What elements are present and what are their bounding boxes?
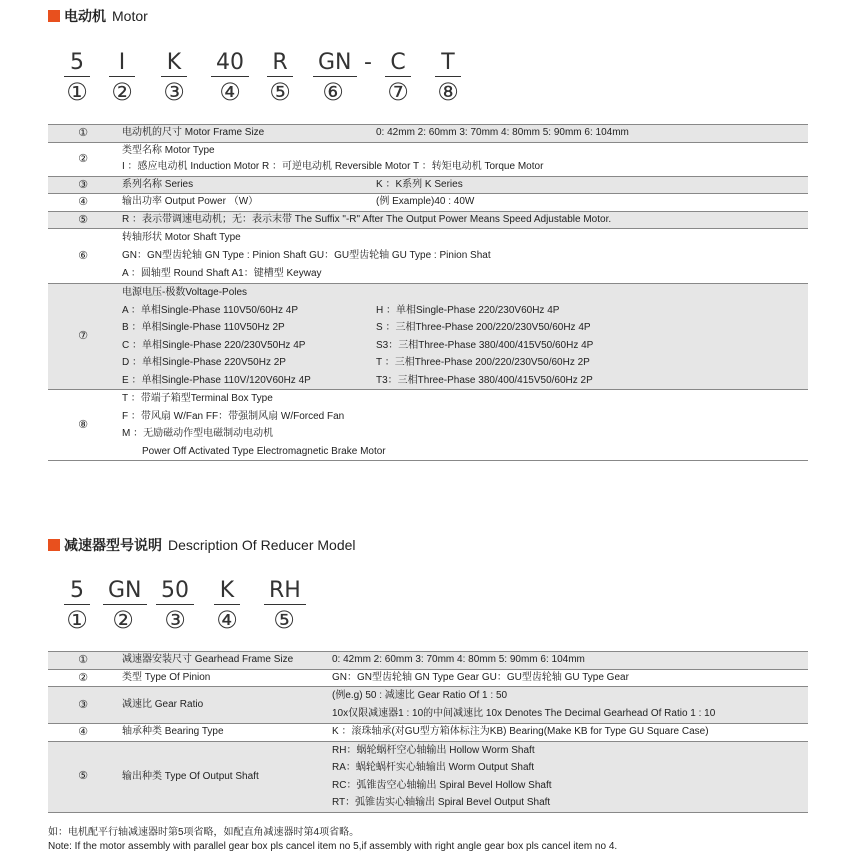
reducer-code-2	[103, 578, 143, 633]
row-label: 电动机的尺寸 Motor Frame Size	[122, 127, 265, 138]
row-value: GN：GN型齿轮轴 GN Type : Pinion Shaft GU：GU型齿轮轴 GU Type : Pinion Shat	[122, 250, 491, 261]
row-value: K ：K系列 K Series	[376, 178, 463, 190]
row-index: ④	[78, 195, 88, 208]
footnote-en: Note: If the motor assembly with parallel gear box pls cancel item no 5,if assembly with right angle gear box pls cancel item no 4.	[48, 841, 618, 852]
motor-code-1	[57, 50, 97, 105]
reducer-spec-table	[48, 651, 808, 813]
row-value: 0: 42mm 2: 60mm 3: 70mm 4: 80mm 5: 90mm 6: 104mm	[332, 654, 585, 665]
table-row	[48, 229, 808, 284]
motor-heading-cn: 电动机	[64, 9, 106, 25]
motor-code-5	[260, 50, 300, 105]
motor-code-3	[154, 50, 194, 105]
row-value: F ：带风扇 W/Fan FF：带强制风扇 W/Forced Fan	[122, 410, 345, 422]
row-label: 轴承种类 Bearing Type	[122, 726, 224, 737]
table-row	[48, 652, 808, 670]
code-index: ②	[112, 606, 134, 634]
code-letter: GN	[313, 50, 357, 77]
row-value: T ：带端子箱型Terminal Box Type	[122, 393, 273, 404]
table-row	[48, 211, 808, 229]
row-index: ②	[78, 151, 88, 165]
row-value: M ：无励磁动作型电磁制动电动机	[122, 428, 274, 439]
row-value: GN：GN型齿轮轴 GN Type Gear GU：GU型齿轮轴 GU Type Gear	[332, 671, 629, 683]
table-row	[48, 125, 808, 143]
row-value: RC：弧锥齿空心轴输出 Spiral Bevel Hollow Shaft	[332, 779, 552, 791]
code-index: ③	[164, 606, 186, 634]
motor-heading-en: Motor	[112, 8, 148, 24]
code-index: ④	[216, 606, 238, 634]
table-row	[48, 390, 808, 461]
table-row	[48, 687, 808, 724]
reducer-code-5	[264, 578, 304, 633]
motor-code-7	[378, 50, 418, 105]
reducer-code-3	[155, 578, 195, 633]
row-value: (例 Example)40 : 40W	[376, 196, 475, 207]
code-letter: K	[161, 50, 187, 77]
voltage-option: E ：单相Single-Phase 110V/120V60Hz 4P	[122, 374, 311, 386]
code-letter: 50	[156, 578, 194, 605]
code-letter: GN	[103, 578, 147, 605]
voltage-option: C ：单相Single-Phase 220/230V50Hz 4P	[122, 339, 306, 351]
heading-marker	[48, 539, 60, 551]
table-row	[48, 669, 808, 687]
row-index: ①	[48, 125, 118, 143]
row-value: A ：圆轴型 Round Shaft A1：键槽型 Keyway	[122, 268, 322, 279]
row-value: K ：滚珠轴承(对GU型方箱体标注为KB) Bearing(Make KB for Type GU Square Case)	[332, 726, 709, 737]
code-index: ①	[66, 606, 88, 634]
code-letter: 5	[64, 578, 90, 605]
reducer-code-4	[207, 578, 247, 633]
motor-spec-table	[48, 124, 808, 461]
table-row	[48, 176, 808, 194]
row-value: RH：蜗轮蜗杆空心轴输出 Hollow Worm Shaft	[332, 744, 535, 756]
code-index: ②	[111, 78, 133, 106]
row-label: 电源电压-极数Voltage-Poles	[122, 287, 248, 298]
reducer-heading-cn: 减速器型号说明	[64, 538, 162, 554]
code-letter: K	[214, 578, 240, 605]
code-dash: -	[364, 50, 372, 75]
row-index: ⑧	[78, 417, 88, 431]
motor-code-4	[210, 50, 250, 105]
row-label: 类型 Type Of Pinion	[122, 671, 211, 683]
voltage-option: H ：单相Single-Phase 220/230V60Hz 4P	[376, 304, 560, 316]
row-value: 10x仅限减速器1 : 10的中间减速比 10x Denotes The Decimal Gearhead Of Ratio 1 : 10	[332, 708, 716, 719]
row-index: ④	[78, 725, 88, 738]
code-letter: C	[385, 50, 411, 77]
code-letter: I	[109, 50, 135, 77]
voltage-option: T ：三相Three-Phase 200/220/230V50/60Hz 2P	[376, 357, 590, 368]
code-index: ①	[66, 78, 88, 106]
row-label: 输出种类 Type Of Output Shaft	[122, 770, 259, 782]
row-label: 系列名称 Series	[122, 178, 194, 190]
row-index: ②	[78, 670, 88, 684]
row-value: RA：蜗轮蜗杆实心轴输出 Worm Output Shaft	[332, 762, 535, 773]
code-letter: RH	[264, 578, 306, 605]
code-letter: 40	[211, 50, 249, 77]
code-index: ⑤	[273, 606, 295, 634]
reducer-heading-en: Description Of Reducer Model	[168, 537, 356, 553]
table-row	[48, 724, 808, 742]
footnote	[48, 826, 617, 854]
voltage-option: A ：单相Single-Phase 110V50/60Hz 4P	[122, 304, 299, 316]
row-label: 减速比 Gear Ratio	[122, 699, 204, 710]
voltage-option: S3：三相Three-Phase 380/400/415V50/60Hz 4P	[376, 339, 594, 351]
row-label: 输出功率 Output Power （W）	[122, 196, 259, 207]
row-index: ③	[48, 176, 118, 194]
code-index: ⑦	[387, 78, 409, 106]
code-letter: R	[267, 50, 293, 77]
voltage-option: S ：三相Three-Phase 200/220/230V50/60Hz 4P	[376, 322, 591, 333]
table-row	[48, 142, 808, 176]
footnote-cn: 如：电机配平行轴减速器时第5项省略，如配直角减速器时第4项省略。	[48, 827, 360, 838]
voltage-option: B ：单相Single-Phase 110V50Hz 2P	[122, 322, 285, 333]
reducer-code-1	[57, 578, 97, 633]
motor-heading	[48, 6, 148, 26]
table-row	[48, 194, 808, 212]
voltage-option: D ：单相Single-Phase 220V50Hz 2P	[122, 357, 286, 368]
code-letter: 5	[64, 50, 90, 77]
row-index: ⑥	[78, 248, 88, 262]
row-label: 减速器安装尺寸 Gearhead Frame Size	[122, 654, 294, 665]
row-value: (例e.g) 50 : 减速比 Gear Ratio Of 1 : 50	[332, 690, 508, 701]
row-index: ⑤	[48, 741, 118, 812]
row-value: R ：表示带调速电动机；无：表示末带 The Suffix "-R" After The Output Power Means Speed Adjustable Motor.	[118, 211, 808, 229]
motor-code-2	[102, 50, 142, 105]
row-label: 转轴形状 Motor Shaft Type	[122, 232, 241, 243]
table-row	[48, 284, 808, 390]
heading-marker	[48, 10, 60, 22]
motor-code-8	[428, 50, 468, 105]
row-index: ⑤	[48, 211, 118, 229]
code-index: ⑧	[437, 78, 459, 106]
row-label: 类型名称 Motor Type	[122, 144, 215, 156]
table-row	[48, 741, 808, 812]
code-index: ④	[219, 78, 241, 106]
row-index: ①	[48, 652, 118, 670]
row-value: 0: 42mm 2: 60mm 3: 70mm 4: 80mm 5: 90mm 6: 104mm	[376, 127, 629, 138]
code-index: ③	[163, 78, 185, 106]
row-value: RT：弧锥齿实心轴输出 Spiral Bevel Output Shaft	[332, 797, 551, 808]
reducer-heading	[48, 535, 356, 555]
voltage-option: T3：三相Three-Phase 380/400/415V50/60Hz 2P	[376, 374, 593, 386]
row-index: ③	[48, 687, 118, 724]
code-index: ⑥	[322, 78, 344, 106]
row-index: ⑦	[48, 284, 118, 390]
code-letter: T	[435, 50, 461, 77]
row-value: Power Off Activated Type Electromagnetic Brake Motor	[142, 445, 386, 457]
code-index: ⑤	[269, 78, 291, 106]
row-value: I ：感应电动机 Induction Motor R ：可逆电动机 Reversible Motor T ：转矩电动机 Torque Motor	[122, 161, 544, 172]
motor-code-6	[313, 50, 353, 105]
